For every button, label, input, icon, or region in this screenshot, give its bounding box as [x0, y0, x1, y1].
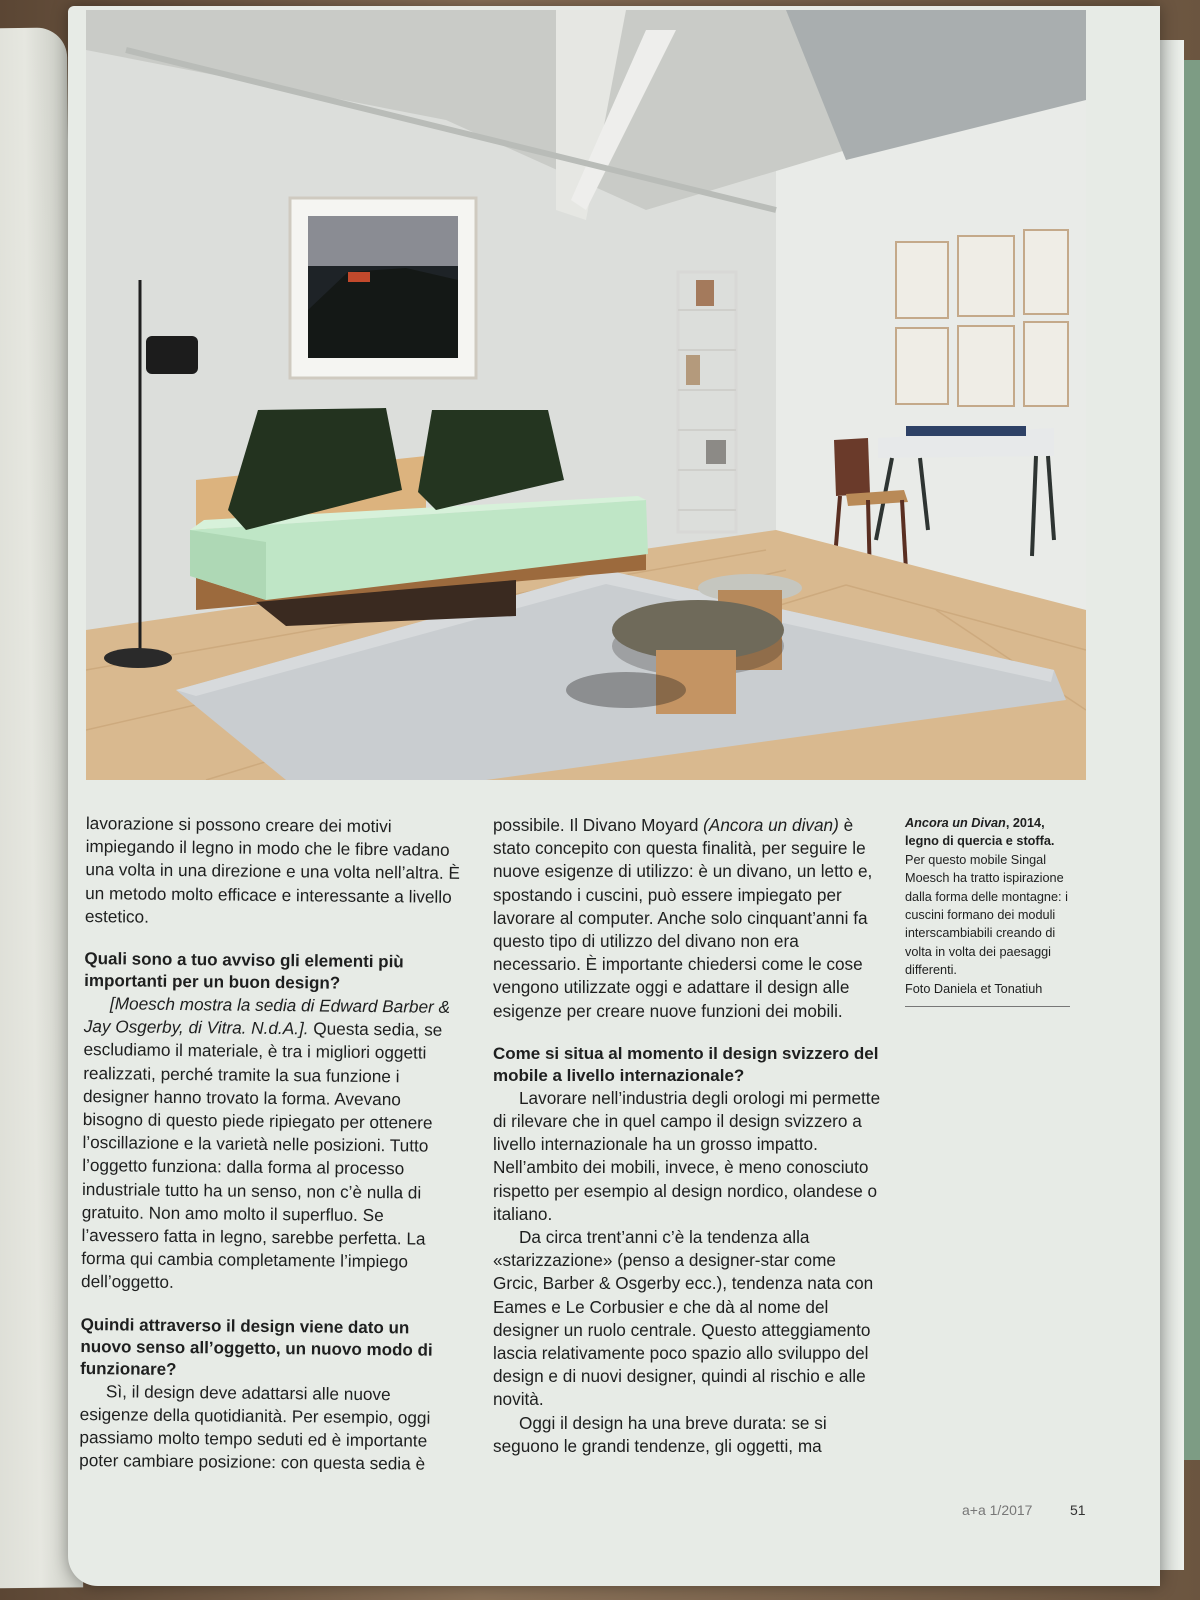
chair — [834, 438, 870, 496]
text-column-1 — [79, 812, 468, 1476]
caption-title-rest: , 2014, legno di quercia e stoffa. — [905, 816, 1055, 849]
answer-paragraph: Da circa trent’anni c’è la tendenza alla «starizzazione» (penso a designer-star come Grcic, Barber & Osgerby ecc.), tendenza nata con Eames e Le Corbusier e che dà al nome del designer un ruolo centrale. Questo atteggiamento lascia relativamente poco spazio allo sviluppo del design e di nuovi designer, quindi al rischio e alle novità. — [493, 1227, 874, 1410]
answer-paragraph: Lavorare nell’industria degli orologi mi permette di rilevare che in quel campo il design svizzero a livello internazionale ha un grosso impatto. Nell’ambito dei mobili, invece, è meno conosciuto rispetto per esempio al design nordico, olandese o italiano. — [493, 1087, 881, 1224]
editor-note: [Moesch mostra la sedia di Edward Barber & Jay Osgerby, di Vitra. N.d.A.]. — [83, 993, 451, 1039]
caption-rule — [905, 1006, 1070, 1007]
issue-label: a+a 1/2017 — [962, 1502, 1033, 1518]
answer-text: è stato concepito con questa finalità, per seguire le nuove esigenze di utilizzo: è un divano, un letto e, spostando i cuscini, può essere impiegato per lavorare al computer. Anche solo cinquant’anni fa questo tipo di utilizzo del divano non era necessario. È importante chiedersi come le cose vengono utilizzate oggi e adattare il design alle esigenze per creare nuove funzioni dei mobili. — [493, 815, 873, 1021]
question-heading: Come si situa al momento il design svizzero del mobile a livello internazionale? — [493, 1043, 879, 1085]
paragraph-intro: lavorazione si possono creare dei motivi impiegando il legno in modo che le fibre vadano una volta in una direzione e una volta nell’altra. È un metodo molto efficace e interessante a livello estetico. — [84, 812, 461, 927]
text-column-2 — [493, 814, 885, 1458]
answer-text: possibile. Il Divano Moyard — [493, 815, 704, 835]
page-stack-edge — [1158, 40, 1184, 1570]
interior-photo — [86, 10, 1086, 780]
question-heading: Quindi attraverso il design viene dato un nuovo senso all’oggetto, un nuovo modo di funzionare? — [80, 1314, 433, 1379]
caption-title — [905, 814, 1075, 851]
photo-caption — [905, 814, 1075, 1007]
page-number: 51 — [1070, 1502, 1086, 1518]
answer-text: Questa sedia, se escludiamo il materiale, è tra i migliori oggetti realizzati, perché tramite la sua funzione i designer hanno trovato la forma. Avevano bisogno di questo piede ripiegato per ottenere l’oscillazione e la varietà nelle posizioni. Tutto l’oggetto funziona: dalla forma al processo industriale tutto ha un senso, non c’è nulla di gratuito. Non amo molto il superfluo. Se l’avessero fatta in legno, sarebbe perfetta. La forma qui cambia completamente l’impiego dell’oggetto. — [80, 1018, 443, 1293]
caption-body: Per questo mobile Singal Moesch ha tratto ispirazione dalla forma delle montagne: i cuscini formano dei moduli interscambiabili creando di volta in volta dei paesaggi differenti. — [905, 852, 1068, 978]
answer-paragraph — [81, 992, 466, 1298]
answer-paragraph — [493, 814, 885, 1023]
question-heading: Quali sono a tuo avviso gli elementi più importanti per un buon design? — [84, 949, 404, 993]
answer-paragraph: Oggi il design ha una breve durata: se si seguono le grandi tendenze, gli oggetti, ma — [493, 1412, 827, 1456]
caption-title-name: Ancora un Divan — [905, 816, 1006, 830]
product-name: (Ancora un divan) — [703, 815, 839, 835]
answer-paragraph: Sì, il design deve adattarsi alle nuove esigenze della quotidianità. Per esempio, oggi passiamo molto tempo seduti ed è importante poter cambiare posizione: con questa sedia è — [79, 1380, 431, 1474]
photo-credit: Foto Daniela et Tonatiuh — [905, 981, 1043, 996]
